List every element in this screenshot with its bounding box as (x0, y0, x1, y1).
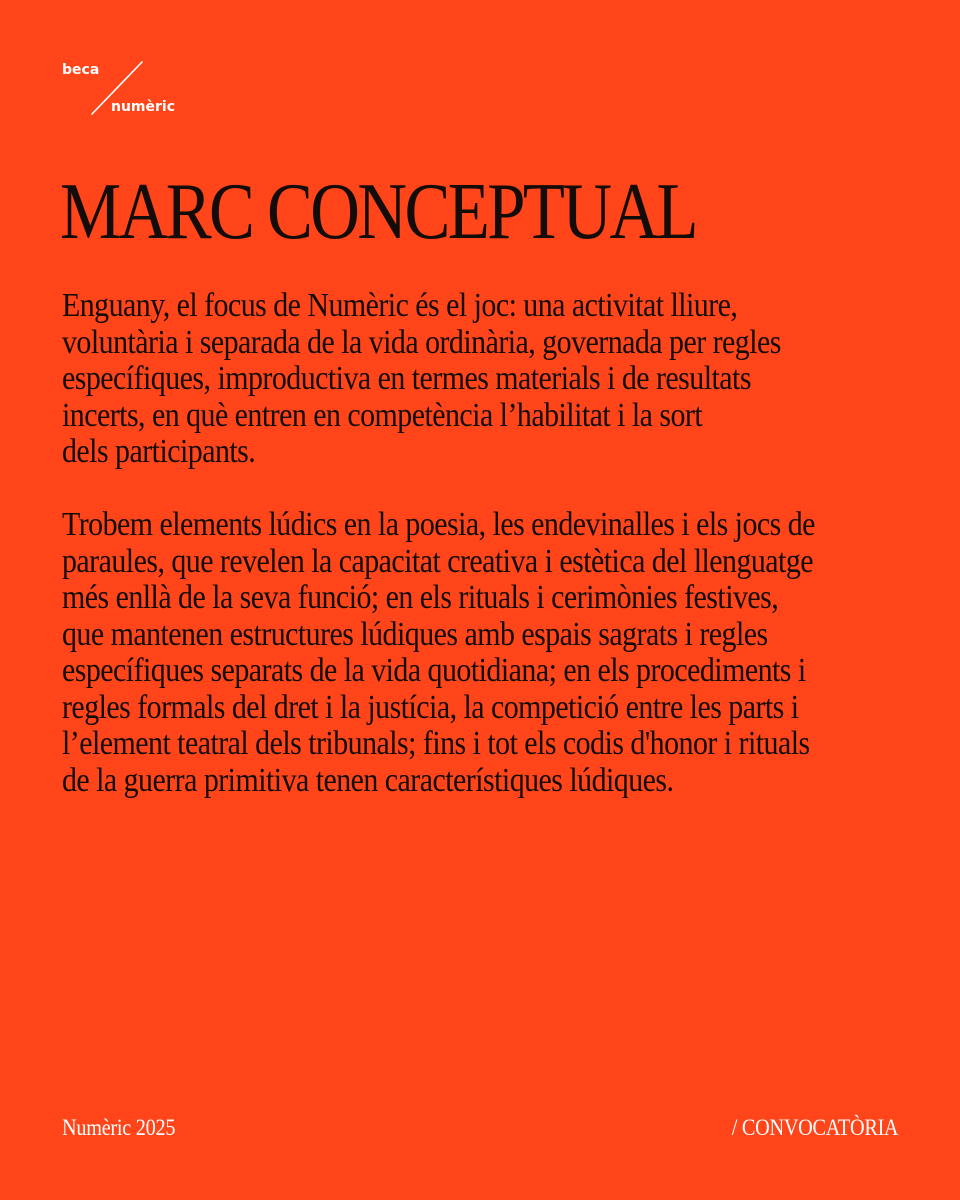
paragraph-line: l’element teatral dels tribunals; fins i tot els codis d'honor i rituals (62, 725, 810, 762)
paragraph-line: Enguany, el focus de Numèric és el joc: una activitat lliure, (62, 287, 738, 324)
paragraph-line: específiques, improductiva en termes materials i de resultats (62, 360, 751, 397)
paragraph-line: més enllà de la seva funció; en els rituals i cerimònies festives, (62, 579, 779, 616)
paragraph-line: dels participants. (62, 433, 256, 470)
logo-word-numeric: numèric (111, 99, 176, 115)
paragraph-line: paraules, que revelen la capacitat creativa i estètica del llenguatge (62, 542, 814, 580)
footer-edition-label: Numèric 2025 (62, 1115, 176, 1140)
body-text (62, 288, 924, 799)
footer-section-label: / CONVOCATÒRIA (731, 1115, 898, 1140)
paragraph-line: voluntària i separada de la vida ordinària, governada per regles (62, 323, 781, 361)
beca-numeric-logo (62, 60, 182, 118)
paragraph-2 (62, 507, 924, 799)
paragraph-line: regles formals del dret i la justícia, la competició entre les parts i (62, 688, 799, 726)
page-title: MARC CONCEPTUAL (60, 168, 696, 256)
paragraph-line: Trobem elements lúdics en la poesia, les endevinalles i els jocs de (62, 506, 815, 543)
paragraph-line: específiques separats de la vida quotidiana; en els procediments i (62, 652, 806, 689)
paragraph-line: que mantenen estructures lúdiques amb espais sagrats i regles (62, 615, 768, 653)
paragraph-line: de la guerra primitiva tenen característiques lúdiques. (62, 761, 674, 799)
logo-word-beca: beca (62, 62, 100, 78)
paragraph-line: incerts, en què entren en competència l’habilitat i la sort (62, 396, 703, 434)
paragraph-1 (62, 288, 924, 471)
